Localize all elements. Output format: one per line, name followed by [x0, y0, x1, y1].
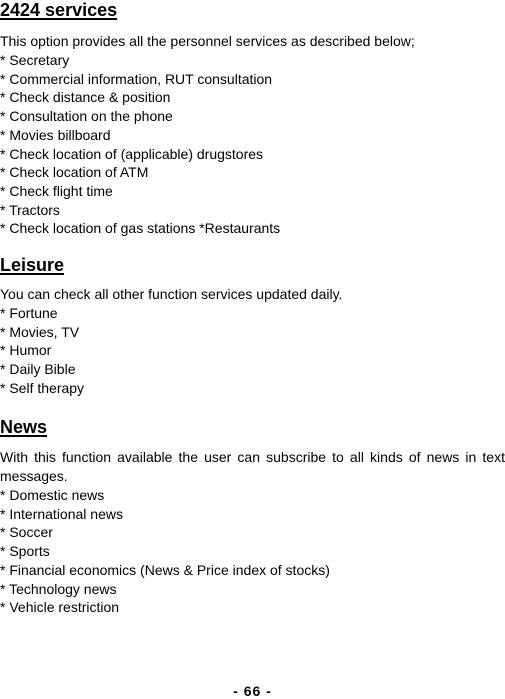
list-item: * Check location of ATM: [0, 164, 149, 181]
list-item: * Self therapy: [0, 379, 85, 396]
section-2424-services: [0, 0, 505, 238]
list-item: * Check distance & position: [0, 89, 171, 106]
list-item: * Fortune: [0, 305, 58, 321]
section-intro-2424-services: This option provides all the personnel services as described below;: [0, 33, 415, 49]
list-item: * Vehicle restriction: [0, 599, 120, 616]
section-intro-news: With this function available the user can subscribe to all kinds of news in text messages.: [0, 449, 505, 484]
section-heading-2424-services: 2424 services: [0, 0, 118, 20]
page-number: - 66 -: [233, 683, 272, 699]
section-heading-leisure: Leisure: [0, 255, 65, 275]
section-heading-news: News: [0, 417, 48, 437]
services-list: [0, 51, 505, 238]
news-list: [0, 486, 505, 617]
list-item: * Check flight time: [0, 182, 113, 199]
list-item: * International news: [0, 505, 123, 522]
list-item: * Movies billboard: [0, 126, 111, 143]
list-item: * Humor: [0, 342, 52, 359]
list-item: * Soccer: [0, 524, 53, 541]
list-item: * Tractors: [0, 201, 60, 218]
list-item: * Secretary: [0, 52, 70, 68]
list-item: * Financial economics (News & Price index of stocks): [0, 561, 330, 578]
leisure-list: [0, 304, 505, 398]
list-item: * Daily Bible: [0, 361, 76, 378]
list-item: * Domestic news: [0, 487, 105, 503]
section-leisure: [0, 255, 505, 398]
section-news: [0, 417, 505, 617]
list-item: * Movies, TV: [0, 323, 80, 340]
list-item: * Sports: [0, 543, 50, 560]
list-item: * Consultation on the phone: [0, 108, 173, 125]
list-item: * Check location of gas stations *Restaurants: [0, 220, 281, 237]
list-item: * Commercial information, RUT consultation: [0, 70, 273, 87]
list-item: * Check location of (applicable) drugstores: [0, 145, 264, 162]
list-item: * Technology news: [0, 580, 117, 597]
section-intro-leisure: You can check all other function services updated daily.: [0, 286, 343, 302]
